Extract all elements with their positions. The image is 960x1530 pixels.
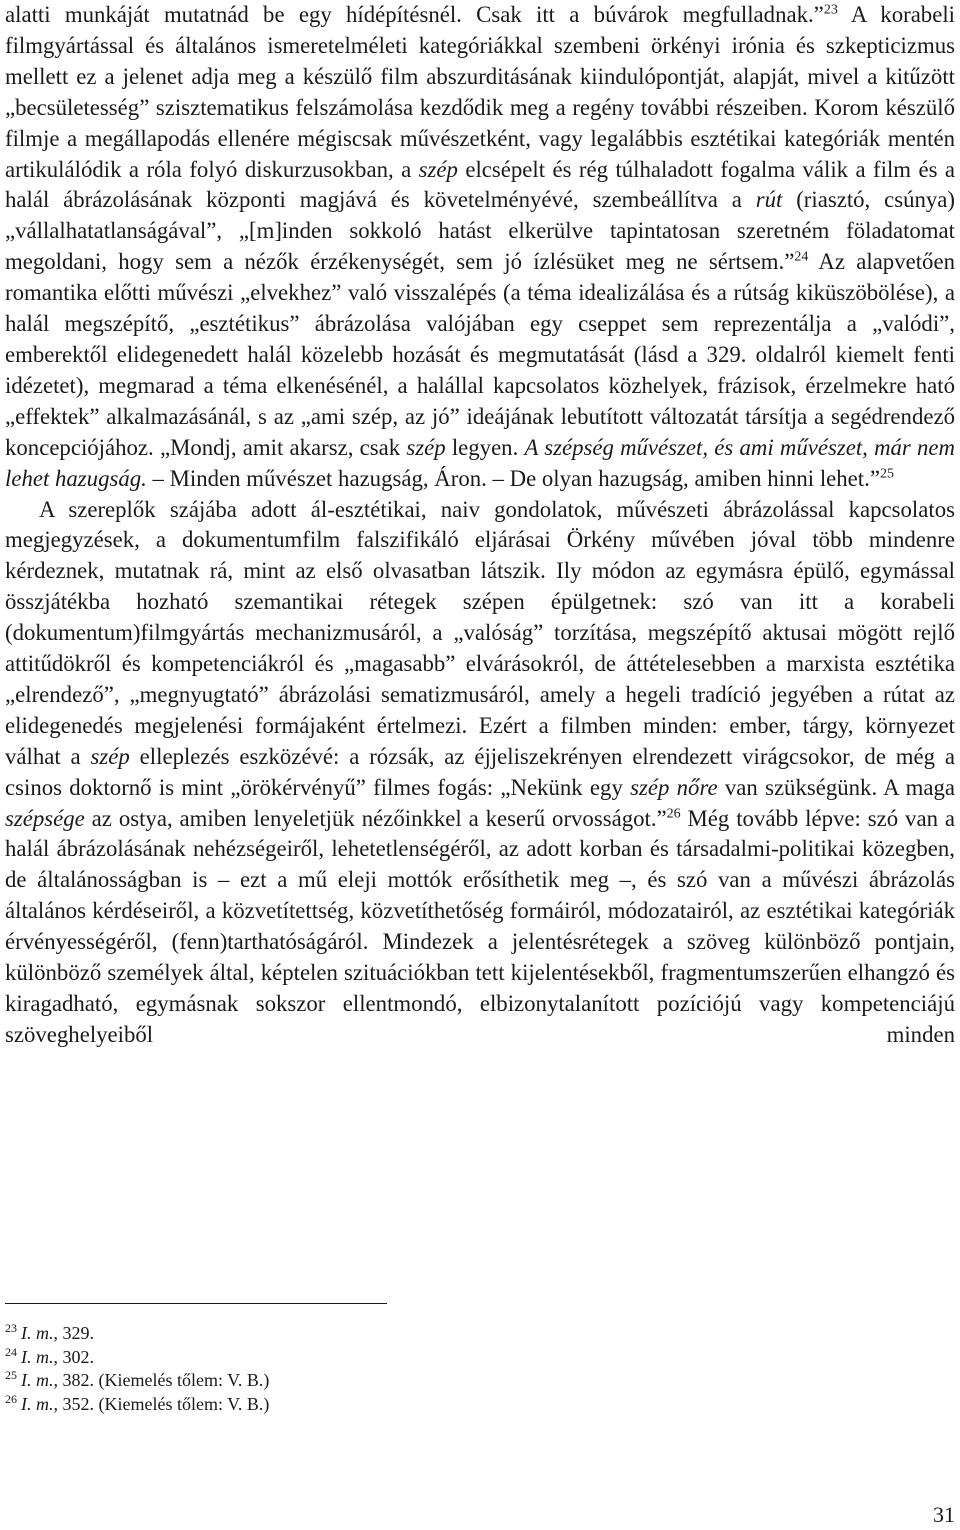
footnote-reference: 26 bbox=[666, 805, 681, 821]
footnote-24 bbox=[5, 1346, 705, 1370]
text-segment: alatti munkáját mutatnád be egy hídépítésnél. Csak itt a búvárok megfulladnak.” bbox=[5, 2, 824, 27]
footnote-source: I. m. bbox=[21, 1346, 54, 1367]
italic-text: szépsége bbox=[5, 805, 85, 831]
body-text bbox=[5, 0, 955, 1051]
text-segment: Még tovább lépve: szó van a halál ábrázolásának nehézségeiről, lehetetlenségéről, az adott korban és társadalmi-politikai közegben, de általánosságban is – ezt a mű eleji mottók erősíthetik meg –, és szó van a művészi ábrázolás általános kérdéseiről, a közvetítettség, közvetíthetőség formáiról, módozatairól, az esztétikai kategóriák érvényességéről, (fenn)tarthatóságáról. Mindezek a jelentésrétegek a szöveg különböző pontjain, különböző személyek által, képtelen szituációkban tett kijelentésekből, fragmentumszerűen elhangzó és kiragadható, egymásnak sokszor ellentmondó, elbizonytalanított pozíciójú vagy kompetenciájú szöveghelyeiből minden bbox=[5, 805, 955, 1047]
footnote-reference: 25 bbox=[879, 466, 894, 481]
text-segment: legyen. bbox=[445, 434, 525, 460]
footnote-source: I. m. bbox=[21, 1323, 54, 1343]
footnotes bbox=[5, 1322, 705, 1416]
footnote-detail: , 352. (Kiemelés tőlem: V. B.) bbox=[53, 1393, 270, 1414]
paragraph-1 bbox=[5, 0, 955, 495]
italic-text: szép bbox=[90, 743, 130, 769]
footnote-number: 26 bbox=[5, 1391, 17, 1406]
paragraph-2 bbox=[5, 495, 955, 1051]
text-segment: elleplezés eszközévé: a rózsák, az éjjeliszekrényen elrendezett virágcsokor, de még a csinos doktornő is mint „örökérvényű” filmes fogás: „Nekünk egy bbox=[5, 743, 956, 800]
text-segment: A korabeli filmgyártással és általános ismeretelméleti kategóriákkal szembeni örkényi irónia és szkepticizmus mellett ez a jelenet adja meg a készülő film abszurditásának kiindulópontját, alapját, mivel a kitűzött „becsületesség” szisztematikus felszámolása kezdődik meg a regény további részeiben. Korom készülő filmje a megállapodás ellenére mégiscsak művészetként, vagy legalábbis esztétikai kategóriák mentén artikulálódik a róla folyó diskurzusokban, a bbox=[5, 2, 955, 182]
text-segment: Az alapvetően romantika előtti művészi „elvekhez” való visszalépés (a téma idealizálása és a rútság kiküszöbölése), a halál megszépítő, „esztétikus” ábrázolása valójában egy cseppet sem reprezentálja a „valódi”, emberektől elidegenedett halál közelebb hozását és megmutatását (lásd a 329. oldalról kiemelt fenti idézetet), megmarad a téma elkenésénél, a halállal kapcsolatos közhelyek, frázisok, érzelmekre ható „effektek” alkalmazásánál, s az „ami szép, az jó” ideájának lebutított változatát társítja a segédrendező koncepciójához. „Mondj, amit akarsz, csak bbox=[5, 249, 955, 460]
text-segment: az ostya, amiben lenyeletjük nézőinkkel a keserű orvosságot.” bbox=[84, 805, 667, 831]
footnote-number: 25 bbox=[5, 1368, 17, 1382]
italic-text: szép nőre bbox=[630, 774, 718, 800]
italic-text: A szépség művészet, és ami művészet, már nem lehet hazugság. bbox=[5, 434, 955, 491]
footnote-26 bbox=[5, 1393, 705, 1417]
footnote-source: I. m. bbox=[21, 1393, 54, 1414]
footnote-reference: 23 bbox=[823, 2, 838, 18]
footnote-detail: , 329. bbox=[53, 1323, 94, 1343]
italic-text: szép bbox=[406, 434, 446, 460]
footnote-detail: , 302. bbox=[53, 1346, 94, 1367]
text-segment: – Minden művészet hazugság, Áron. – De olyan hazugság, amiben hinni lehet.” bbox=[146, 465, 880, 491]
text-segment: van szükségünk. A maga bbox=[717, 774, 956, 800]
italic-text: rút bbox=[755, 187, 783, 213]
italic-text: szép bbox=[418, 156, 458, 182]
text-segment: A szereplők szájába adott ál-esztétikai, naiv gondolatok, művészeti ábrázolással kapcsolatos megjegyzések, a dokumentumfilm falszifikáló eljárásai Örkény művében jóval több mindenre kérdeznek, mutatnak rá, mint az első olvasatban látszik. Ily módon az egymásra épülő, egymással összjátékba hozható szemantikai rétegek szépen épülgetnek: szó van itt a korabeli (dokumentum)filmgyártás mechanizmusáról, a „valóság” torzítása, megszépítő aktusai mögött rejlő attitűdökről és kompetenciákról és „magasabb” elvárásokról, de áttételesebben a marxista esztétika „elrendező”, „megnyugtató” ábrázolási sematizmusáról, amely a hegeli tradíció jegyében a rútat az elidegenedés megjelenési formájaként értelmezi. Ezért a filmben minden: ember, tárgy, környezet válhat a bbox=[5, 496, 955, 769]
footnote-number: 23 bbox=[5, 1321, 17, 1335]
footnote-reference: 24 bbox=[794, 249, 809, 265]
footnote-23 bbox=[5, 1322, 705, 1346]
page-number: 31 bbox=[933, 1502, 955, 1527]
text-segment: (riasztó, csúnya) „vállalhatatlanságával”, „[m]inden sokkoló hatást elkerülve tapintatosan szeretném föladatomat megoldani, hogy sem a nézők érzékenységét, sem jó ízlésüket meg ne sértsem.” bbox=[5, 187, 955, 275]
footnote-detail: , 382. (Kiemelés tőlem: V. B.) bbox=[53, 1370, 270, 1390]
text-segment: elcsépelt és rég túlhaladott fogalma válik a film és a halál ábrázolásának központi magjává és követelményévé, szembeállítva a bbox=[5, 156, 955, 213]
footnote-source: I. m. bbox=[21, 1370, 54, 1390]
footnote-number: 24 bbox=[5, 1344, 17, 1359]
footnote-separator bbox=[5, 1303, 387, 1304]
footnote-25 bbox=[5, 1369, 705, 1393]
